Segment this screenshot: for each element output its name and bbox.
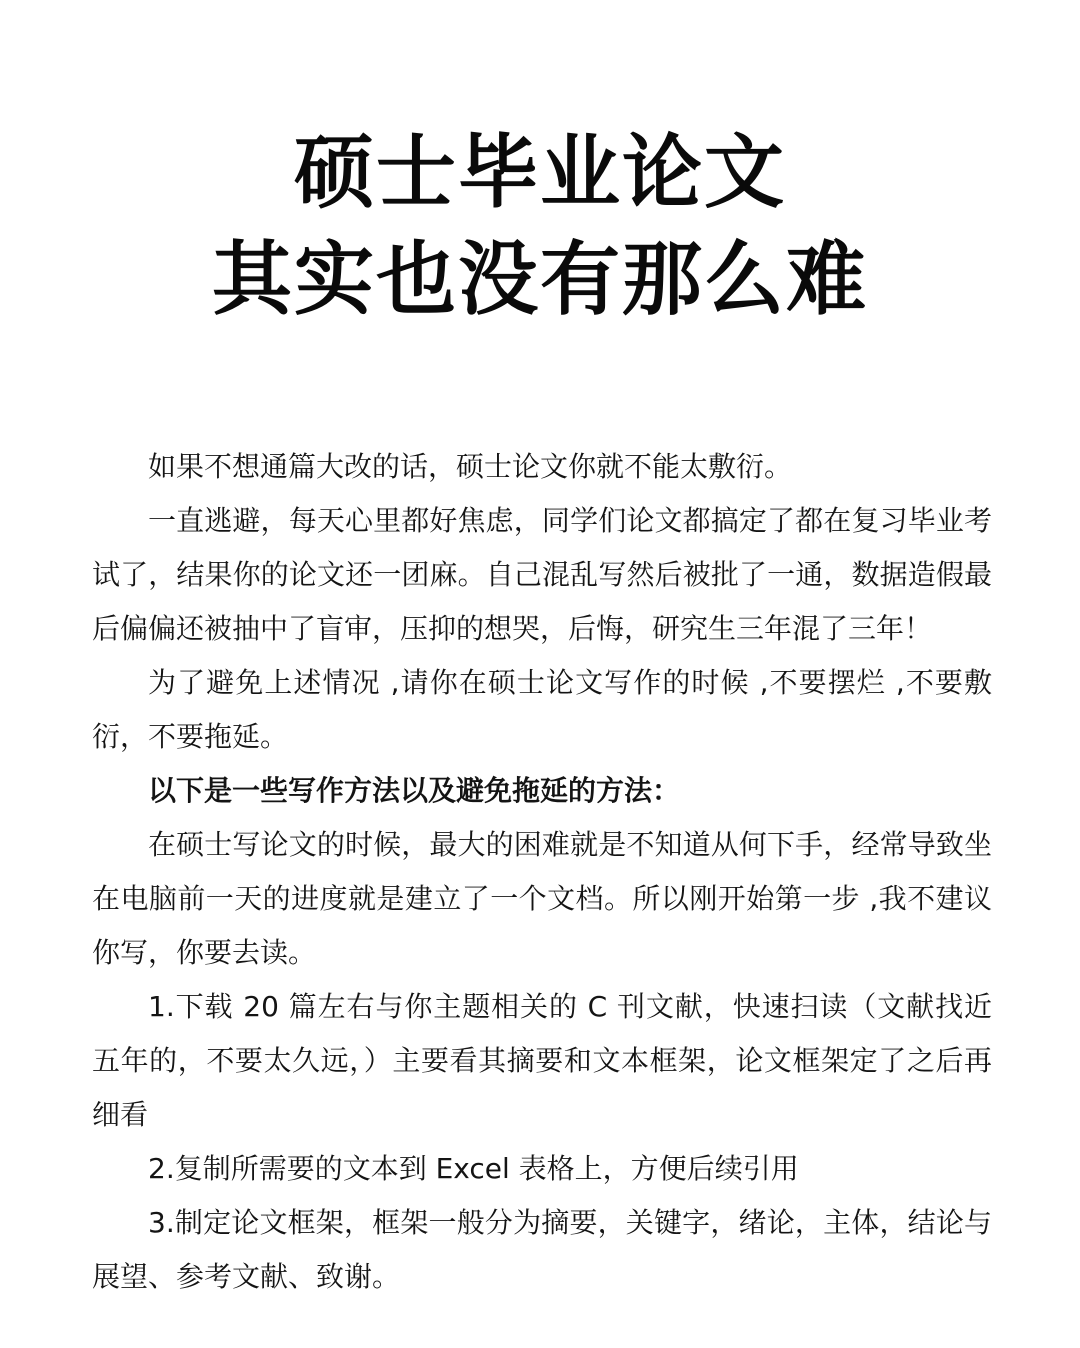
paragraph-anxiety: 一直逃避，每天心里都好焦虑，同学们论文都搞定了都在复习毕业考试了，结果你的论文还一团麻。自己混乱写然后被批了一通，数据造假最后偏偏还被抽中了盲审，压抑的想哭，后悔，研究生三年混了三年！ bbox=[92, 504, 992, 645]
section-heading: 以下是一些写作方法以及避免拖延的方法： bbox=[148, 774, 681, 807]
list-item-1: 1.下载 20 篇左右与你主题相关的 C 刊文献，快速扫读（文献找近五年的，不要太久远，）主要看其摘要和文本框架，论文框架定了之后再细看 bbox=[92, 990, 992, 1131]
paragraph-reading: 在硕士写论文的时候，最大的困难就是不知道从何下手，经常导致坐在电脑前一天的进度就是建立了一个文档。所以刚开始第一步 ,我不建议你写，你要去读。 bbox=[92, 828, 992, 969]
paragraph-intro: 如果不想通篇大改的话，硕士论文你就不能太敷衍。 bbox=[148, 450, 793, 483]
paragraph-advice: 为了避免上述情况 ,请你在硕士论文写作的时候 ,不要摆烂 ,不要敷衍，不要拖延。 bbox=[92, 666, 992, 753]
title-line-2: 其实也没有那么难 bbox=[212, 233, 868, 326]
title-line-1: 硕士毕业论文 bbox=[294, 126, 786, 219]
article-body bbox=[92, 440, 992, 1304]
list-item-2: 2.复制所需要的文本到 Excel 表格上，方便后续引用 bbox=[148, 1152, 799, 1185]
list-item-3: 3.制定论文框架，框架一般分为摘要，关键字，绪论，主体，结论与展望、参考文献、致谢。 bbox=[92, 1206, 992, 1293]
